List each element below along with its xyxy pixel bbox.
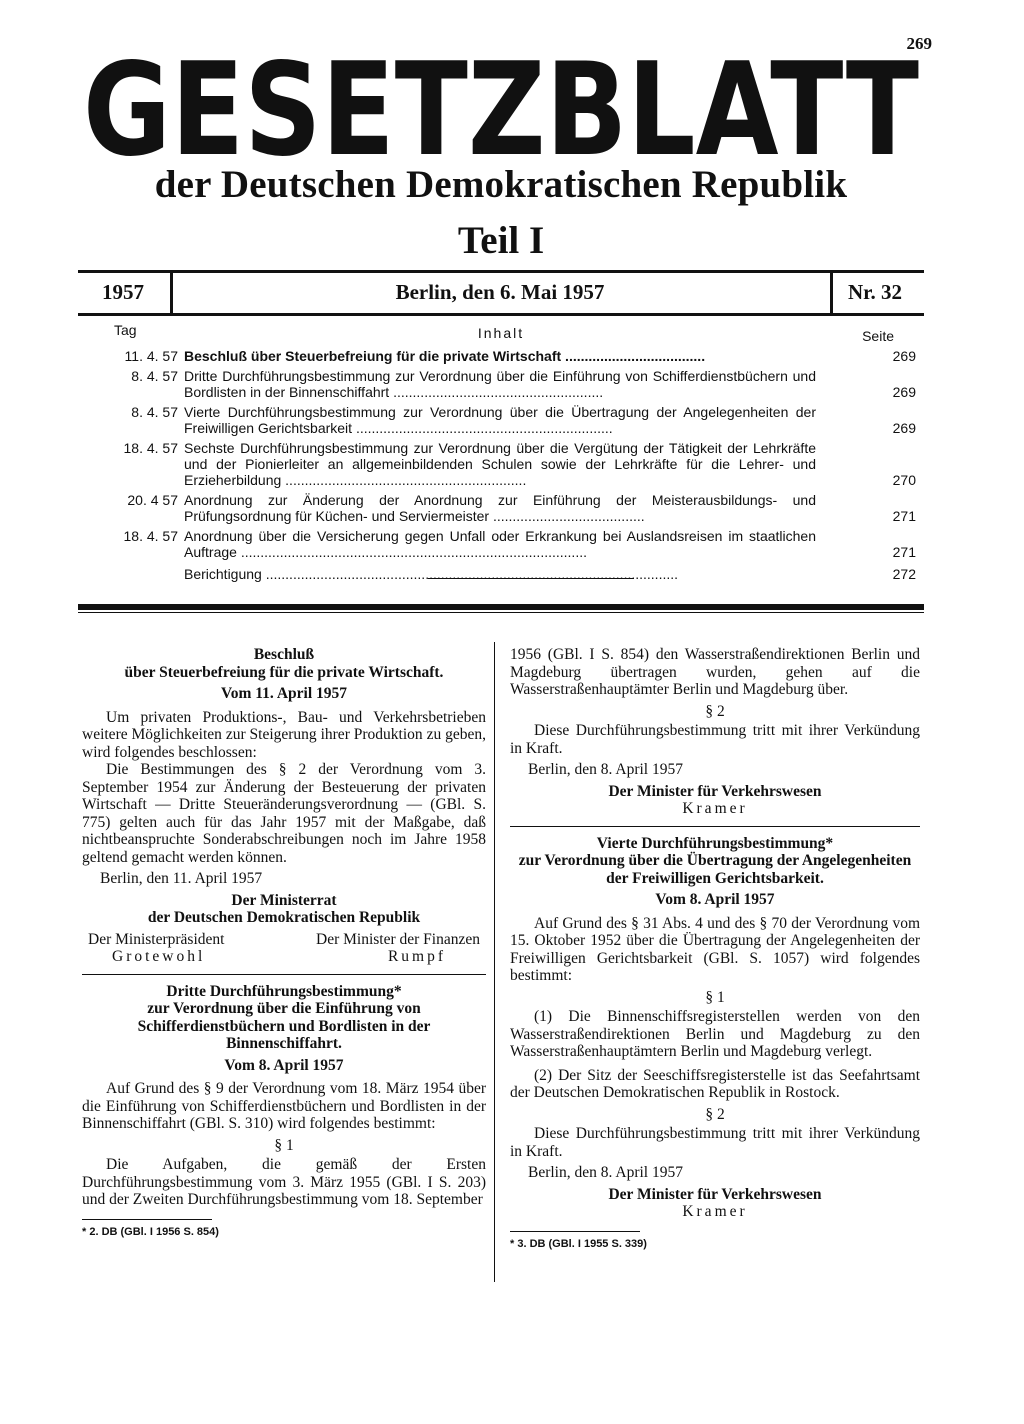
- signature-body: Der Minister für Verkehrswesen: [608, 1185, 822, 1203]
- paragraph: Auf Grund des § 31 Abs. 4 und des § 70 der Verordnung vom 15. Oktober 1952 über die Übertragung der Angelegenheiten der Freiwilligen Gerichtsbarkeit (GBl. S. 1057) wird folgendes bestimmt:: [510, 914, 920, 984]
- article-subtitle: über Steuerbefreiung für die private Wirtschaft.: [124, 663, 444, 681]
- toc-page: 270: [892, 472, 916, 488]
- footnote-rule: [82, 1219, 212, 1220]
- toc-entry-correction: [78, 566, 924, 582]
- issue-year: 1957: [102, 280, 144, 304]
- table-of-contents: [78, 322, 924, 582]
- toc-text: Beschluß über Steuerbefreiung für die private Wirtschaft ....................................: [184, 348, 706, 364]
- place-date: Berlin, den 11. April 1957: [100, 870, 263, 887]
- masthead-text: GESETZBLATT: [83, 48, 919, 168]
- article-date: Vom 8. April 1957: [655, 891, 775, 908]
- toc-date: 18. 4. 57: [123, 440, 178, 456]
- toc-text: Sechste Durchführungsbestimmung zur Verordnung über die Vergütung der Tätigkeit der Lehrkräfte und der Pionierleiter an allgemeinbildenden Schulen sowie der Lehrkräfte für die Lehrer- und Erzieherbildung ..............................................................: [184, 440, 816, 488]
- toc-text: Dritte Durchführungsbestimmung zur Verordnung über die Einführung von Schifferdienstbüchern und Bordlisten in der Binnenschiffahrt ......................................................: [184, 368, 816, 400]
- toc-text: Vierte Durchführungsbestimmung zur Verordnung über die Übertragung der Angelegenheiten der Freiwilligen Gerichtsbarkeit ..................................................................: [184, 404, 816, 436]
- section-mark: § 1: [705, 988, 725, 1006]
- toc-date: 8. 4. 57: [131, 404, 178, 420]
- toc-date: 20. 4 57: [127, 492, 178, 508]
- section-mark: § 1: [274, 1136, 294, 1154]
- toc-entry: [78, 440, 924, 488]
- toc-entry: [78, 404, 924, 436]
- issue-number: Nr. 32: [848, 280, 903, 304]
- signatory-role: Der Minister der Finanzen: [316, 930, 480, 948]
- paragraph: Die Bestimmungen des § 2 der Verordnung vom 3. September 1954 zur Änderung der Besteuerung der privaten Wirtschaft — Dritte Steueränderungsverordnung — (GBl. S. 775) gelten auch für das Jahr 1957 mit der Maßgabe, daß nichtbeanspruchte Sonderabschreibungen noch im Jahre 1958 geltend gemacht werden können.: [82, 761, 486, 866]
- masthead: [78, 48, 924, 168]
- toc-entry: [78, 492, 924, 524]
- toc-page: 271: [892, 544, 916, 560]
- page-number: 269: [906, 34, 932, 53]
- toc-date: 11. 4. 57: [124, 348, 178, 364]
- signature-body-2: der Deutschen Demokratischen Republik: [147, 909, 421, 926]
- toc-heading: Inhalt: [477, 325, 525, 341]
- toc-entry: [78, 348, 924, 364]
- part-label: Teil I: [457, 219, 545, 262]
- article-date: Vom 8. April 1957: [224, 1056, 344, 1074]
- toc-col-day: Tag: [114, 322, 137, 338]
- toc-divider: [78, 604, 924, 610]
- signatory-name: Rumpf: [387, 948, 446, 965]
- toc-page: 269: [892, 348, 916, 364]
- footnote-rule: [510, 1231, 640, 1232]
- signature-body: Der Minister für Verkehrswesen: [608, 782, 822, 800]
- article-title: Dritte Durchführungsbestimmung*: [166, 982, 402, 1000]
- paragraph: Diese Durchführungsbestimmung tritt mit ihrer Verkündung in Kraft.: [510, 1125, 920, 1160]
- paragraph: Auf Grund des § 9 der Verordnung vom 18. März 1954 über die Einführung von Schifferdienstbüchern und Bordlisten in der Binnenschiffahrt (GBl. S. 310) wird folgendes bestimmt:: [82, 1080, 486, 1132]
- toc-page: 269: [892, 420, 916, 436]
- toc-page: 271: [892, 508, 916, 524]
- toc-text: Anordnung zur Änderung der Anordnung zur Einführung der Meisterausbildungs- und Prüfungsordnung für Küchen- und Serviermeister .......................................: [184, 492, 816, 524]
- article-date: Vom 11. April 1957: [220, 685, 348, 702]
- article-divider: [82, 974, 486, 975]
- paragraph: (2) Der Sitz der Seeschiffsregisterstelle ist das Seefahrtsamt der Deutschen Demokratischen Republik in Rostock.: [510, 1066, 920, 1101]
- paragraph: (1) Die Binnenschiffsregisterstellen werden von den Wasserstraßendirektionen Berlin und Magdeburg zu den Wasserstraßenhauptämtern Berlin und Magdeburg verlegt.: [510, 1008, 920, 1060]
- article-subtitle: zur Verordnung über die Einführung von Schifferdienstbüchern und Bordlisten in der Binnenschiffahrt.: [137, 1000, 431, 1052]
- article-divider: [510, 826, 920, 827]
- signature-body: Der Ministerrat: [231, 891, 337, 909]
- paragraph: 1956 (GBl. I S. 854) den Wasserstraßendirektionen Berlin und Magdeburg übertragen wurden, gehen auf die Wasserstraßenhauptämter Berlin und Magdeburg über.: [510, 646, 920, 698]
- paragraph: Um privaten Produktions-, Bau- und Verkehrsbetrieben weitere Möglichkeiten zur Steigerung ihrer Produktion zu geben, wird folgendes beschlossen:: [82, 708, 486, 761]
- toc-date: 18. 4. 57: [123, 528, 178, 544]
- toc-page: 272: [892, 566, 916, 582]
- issue-bar: [78, 270, 924, 316]
- article-title: Vierte Durchführungsbestimmung*: [596, 834, 834, 852]
- masthead-title: [78, 48, 924, 168]
- paragraph: Die Aufgaben, die gemäß der Ersten Durchführungsbestimmung vom 3. März 1955 (GBl. I S. 203) und der Zweiten Durchführungsbestimmung vom 18. September: [82, 1156, 486, 1208]
- toc-page: 269: [892, 384, 916, 400]
- toc-entry: [78, 528, 924, 560]
- place-date: Berlin, den 8. April 1957: [528, 761, 683, 778]
- masthead-subtitle: der Deutschen Demokratischen Republik: [154, 163, 848, 206]
- right-column: [510, 646, 920, 1253]
- signatory-name: Grotewohl: [112, 948, 206, 965]
- article-title: Beschluß: [253, 646, 315, 663]
- footnote: * 3. DB (GBl. I 1955 S. 339): [510, 1237, 647, 1250]
- signatory-name: Kramer: [682, 800, 748, 817]
- left-column: [82, 646, 486, 1241]
- toc-divider-thin: [78, 612, 924, 613]
- signatory-name: Kramer: [682, 1203, 748, 1220]
- toc-text: Anordnung über die Versicherung gegen Unfall oder Erkrankung bei Auslandsreisen im staatlichen Auftrage .........................................................................................: [184, 528, 816, 560]
- section-mark: § 2: [705, 702, 725, 720]
- signatory-role: Der Ministerpräsident: [88, 930, 225, 948]
- toc-text: Berichtigung ..........................................................................................................: [184, 566, 679, 582]
- toc-col-page: Seite: [862, 328, 894, 344]
- place-date: Berlin, den 8. April 1957: [528, 1164, 683, 1181]
- paragraph: Diese Durchführungsbestimmung tritt mit ihrer Verkündung in Kraft.: [510, 722, 920, 757]
- article-subtitle: zur Verordnung über die Übertragung der Angelegenheiten der Freiwilligen Gerichtsbarkeit.: [518, 852, 912, 887]
- toc-date: 8. 4. 57: [131, 368, 178, 384]
- section-mark: § 2: [705, 1105, 725, 1123]
- correction-rule: [428, 578, 634, 579]
- footnote: * 2. DB (GBl. I 1956 S. 854): [82, 1225, 219, 1238]
- column-separator: [494, 642, 495, 1282]
- toc-entry: [78, 368, 924, 400]
- issue-place-date: Berlin, den 6. Mai 1957: [395, 280, 605, 304]
